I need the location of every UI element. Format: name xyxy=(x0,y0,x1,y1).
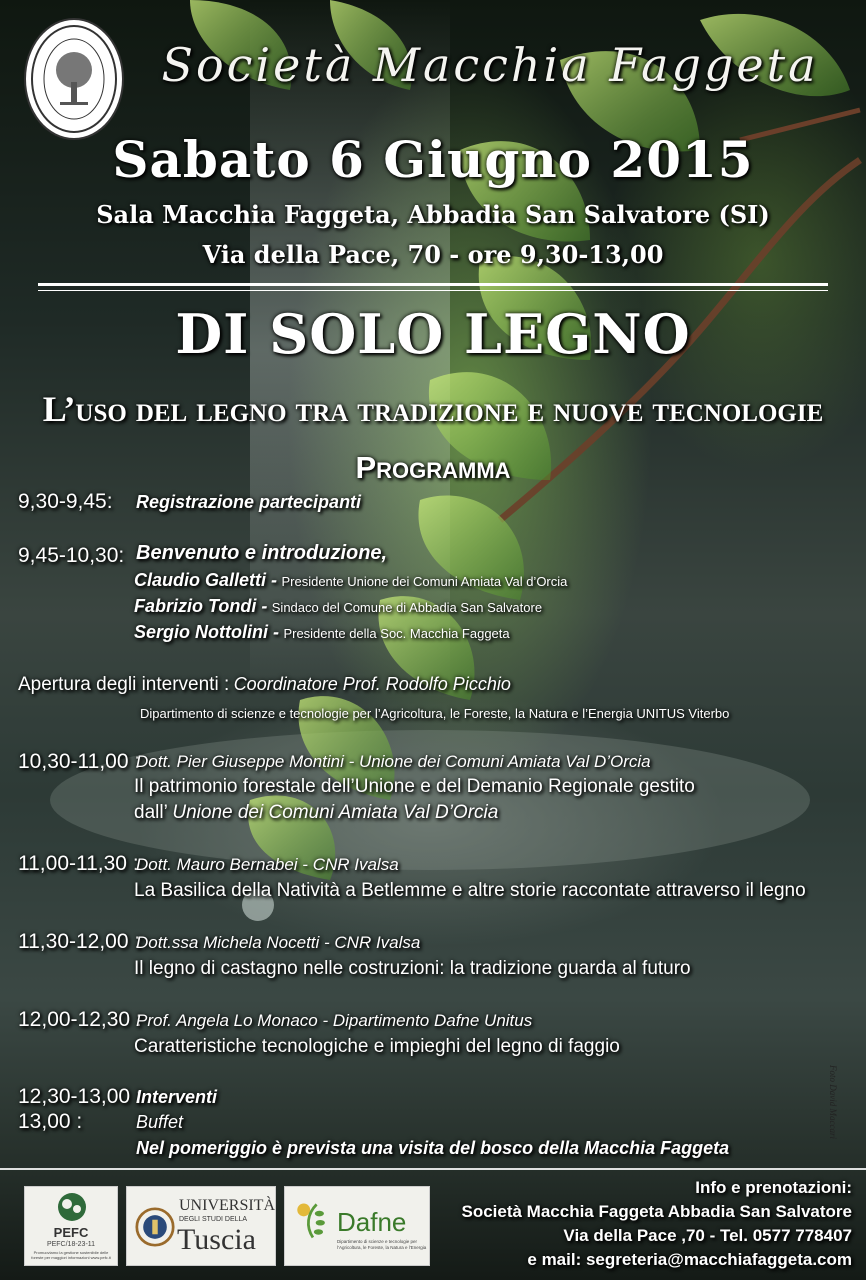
tuscia-line1: UNIVERSITÀ xyxy=(179,1197,275,1214)
speaker-row xyxy=(134,570,567,591)
schedule-time: 11,30-12,00 : xyxy=(18,930,141,953)
talk-title: Il legno di castagno nelle costruzioni: la tradizione guarda al futuro xyxy=(134,958,691,979)
talk-title-cont xyxy=(134,802,498,824)
photo-credit: Foto David Maccari xyxy=(828,1065,838,1139)
venue-name: Sala Macchia Faggeta, Abbadia San Salvatore (SI) xyxy=(96,200,770,229)
header-divider-thin xyxy=(38,290,828,291)
pefc-tagline: Promuoviamo la gestione sostenibile delle foreste per maggiori informazioni www.pefc.it xyxy=(31,1250,111,1260)
talk-title: Il patrimonio forestale dell’Unione e del Demanio Regionale gestito xyxy=(134,776,695,797)
schedule-time: 13,00 : xyxy=(18,1110,83,1133)
event-date: Sabato 6 Giugno 2015 xyxy=(112,130,754,189)
society-name: Società Macchia Faggeta xyxy=(161,38,819,92)
talk-title: Caratteristiche tecnologiche e impieghi del legno di faggio xyxy=(134,1036,620,1057)
schedule-time: 9,30-9,45: xyxy=(18,490,113,513)
talk-organization: Unione dei Comuni Amiata Val D’Orcia xyxy=(172,802,499,823)
tuscia-line2: DEGLI STUDI DELLA xyxy=(179,1216,248,1223)
speaker-name: Prof. Angela Lo Monaco - Dipartimento Dafne Unitus xyxy=(136,1011,533,1030)
opening-row xyxy=(18,674,511,696)
speaker-row xyxy=(134,622,510,643)
schedule-time: 11,00-11,30 : xyxy=(18,852,139,875)
footer-divider xyxy=(0,1168,866,1170)
event-subtitle: L’uso del legno tra tradizione e nuove tecnologie xyxy=(42,389,824,429)
info-organization: Società Macchia Faggeta Abbadia San Salvatore xyxy=(461,1202,852,1221)
session-title: Registrazione partecipanti xyxy=(136,492,362,512)
coordinator-name: Coordinatore Prof. Rodolfo Picchio xyxy=(233,674,511,694)
session-title: Interventi xyxy=(136,1087,218,1107)
pefc-logo xyxy=(24,1186,118,1266)
speaker-row xyxy=(134,596,542,617)
speaker-name: Fabrizio Tondi - xyxy=(134,596,268,616)
header-divider xyxy=(38,283,828,286)
talk-title-prefix: dall’ xyxy=(134,802,168,823)
talk-title: La Basilica della Natività a Betlemme e altre storie raccontate attraverso il legno xyxy=(134,880,806,901)
speaker-name: Sergio Nottolini - xyxy=(134,622,279,642)
speaker-name: Dott. Pier Giuseppe Montini - Unione dei Comuni Amiata Val D’Orcia xyxy=(136,752,651,771)
session-title: Buffet xyxy=(136,1112,184,1132)
speaker-role: Presidente Unione dei Comuni Amiata Val d’Orcia xyxy=(281,574,568,589)
session-title: Benvenuto e introduzione, xyxy=(136,542,388,564)
schedule-time: 9,45-10,30: xyxy=(18,544,125,567)
speaker-role: Presidente della Soc. Macchia Faggeta xyxy=(283,626,510,641)
dafne-description: Dipartimento di scienze e tecnologie per l’Agricoltura, le Foreste, la Natura e l’Energia xyxy=(337,1239,427,1250)
society-logo xyxy=(24,18,124,140)
venue-address-time: Via della Pace, 70 - ore 9,30-13,00 xyxy=(202,240,664,269)
tuscia-logo xyxy=(126,1186,276,1266)
speaker-name: Dott. Mauro Bernabei - CNR Ivalsa xyxy=(136,855,399,874)
speaker-role: Sindaco del Comune di Abbadia San Salvatore xyxy=(271,600,543,615)
info-title: Info e prenotazioni: xyxy=(695,1178,852,1197)
pefc-code: PEFC/18-23-11 xyxy=(46,1241,96,1248)
info-email: e mail: segreteria@macchiafaggeta.com xyxy=(527,1250,852,1269)
dafne-laurel-icon xyxy=(289,1197,335,1243)
dafne-name: Dafne xyxy=(337,1207,407,1237)
dafne-logo xyxy=(284,1186,430,1266)
tuscia-line3: Tuscia xyxy=(177,1223,256,1256)
event-title: DI SOLO LEGNO xyxy=(175,302,691,366)
schedule-time: 10,30-11,00 : xyxy=(18,750,141,773)
info-address-phone: Via della Pace ,70 - Tel. 0577 778407 xyxy=(563,1226,852,1245)
afternoon-note: Nel pomeriggio è prevista una visita del bosco della Macchia Faggeta xyxy=(136,1138,730,1158)
pefc-name: PEFC xyxy=(53,1225,89,1240)
speaker-name: Claudio Galletti - xyxy=(134,570,278,590)
schedule-time: 12,30-13,00 : xyxy=(18,1085,142,1108)
university-seal-icon xyxy=(135,1199,175,1255)
schedule-time: 12,00-12,30 : xyxy=(18,1008,142,1031)
department-name: Dipartimento di scienze e tecnologie per l’Agricoltura, le Foreste, la Natura e l’Energia UNITUS Viterbo xyxy=(140,706,730,721)
program-heading: Programma xyxy=(355,450,511,485)
opening-label: Apertura degli interventi : xyxy=(18,674,230,695)
speaker-name: Dott.ssa Michela Nocetti - CNR Ivalsa xyxy=(136,933,421,952)
